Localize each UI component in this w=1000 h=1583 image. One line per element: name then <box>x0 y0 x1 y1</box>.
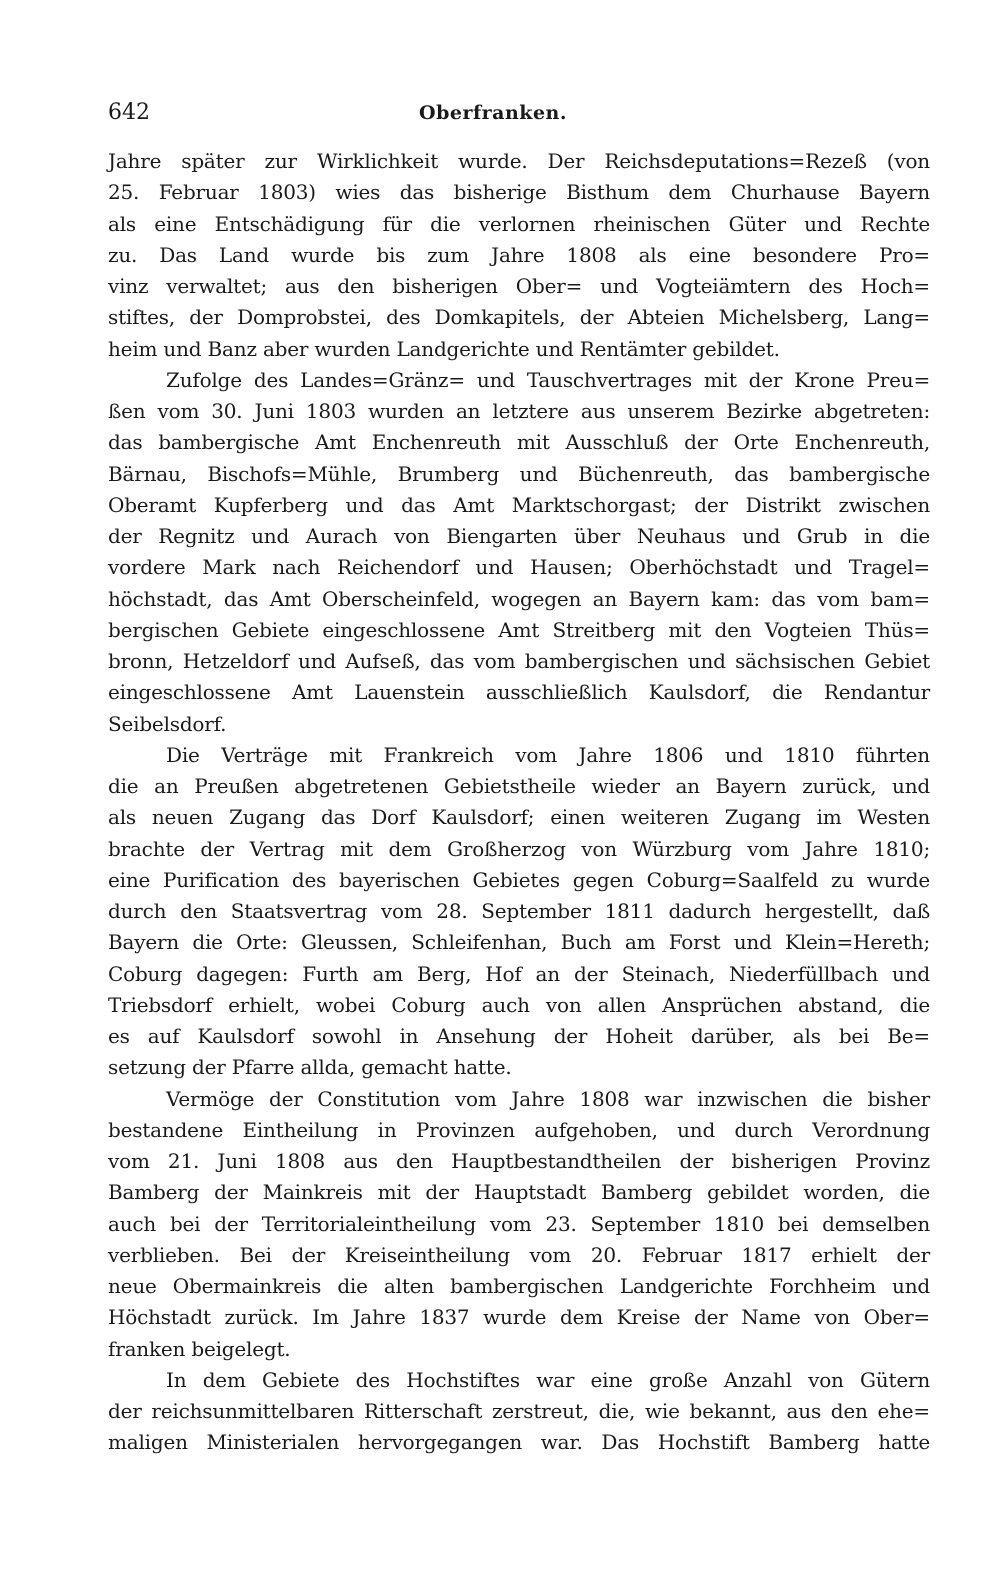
text-line: Oberamt Kupferberg und das Amt Marktschorgast; der Distrikt zwischen <box>108 492 930 517</box>
running-head <box>108 100 928 130</box>
text-line: bronn, Hetzeldorf und Aufseß, das vom bambergischen und sächsischen Gebiet <box>108 649 930 673</box>
text-line: durch den Staatsvertrag vom 28. September 1811 dadurch hergestellt, daß <box>108 899 930 923</box>
text-line: als eine Entschädigung für die verlornen rheinischen Güter und Rechte <box>108 211 930 236</box>
text-line: Jahre später zur Wirklichkeit wurde. Der Reichsdeputations=Rezeß (von <box>108 149 930 173</box>
text-line: vordere Mark nach Reichendorf und Hausen; Oberhöchstadt und Tragel= <box>108 555 930 580</box>
text-line: verblieben. Bei der Kreiseintheilung vom 20. Februar 1817 erhielt der <box>108 1242 930 1267</box>
text-line: neue Obermainkreis die alten bambergischen Landgerichte Forchheim und <box>108 1274 930 1298</box>
text-line: bergischen Gebiete eingeschlossene Amt Streitberg mit den Vogteien Thüs= <box>108 617 930 642</box>
text-line: Die Verträge mit Frankreich vom Jahre 1806 und 1810 führten <box>166 742 930 767</box>
page-number: 642 <box>108 100 150 125</box>
page-header-title: Oberfranken. <box>419 102 567 124</box>
text-line: das bambergische Amt Enchenreuth mit Ausschluß der Orte Enchenreuth, <box>108 430 930 455</box>
text-line: Zufolge des Landes=Gränz= und Tauschvertrages mit der Krone Preu= <box>166 367 930 392</box>
text-line: die an Preußen abgetretenen Gebietstheile wieder an Bayern zurück, und <box>108 774 930 798</box>
text-line: maligen Ministerialen hervorgegangen war. Das Hochstift Bamberg hatte <box>108 1430 930 1455</box>
text-line: der reichsunmittelbaren Ritterschaft zerstreut, die, wie bekannt, aus den ehe= <box>108 1399 930 1423</box>
text-line: der Regnitz und Aurach von Biengarten über Neuhaus und Grub in die <box>108 524 930 548</box>
text-line: Seibelsdorf. <box>108 711 227 736</box>
text-line: Vermöge der Constitution vom Jahre 1808 war inzwischen die bisher <box>166 1086 930 1111</box>
text-line: eine Purification des bayerischen Gebietes gegen Coburg=Saalfeld zu wurde <box>108 867 930 892</box>
text-line: heim und Banz aber wurden Landgerichte und Rentämter gebildet. <box>108 336 780 361</box>
text-line: In dem Gebiete des Hochstiftes war eine große Anzahl von Gütern <box>166 1367 930 1392</box>
text-line: ßen vom 30. Juni 1803 wurden an letztere aus unserem Bezirke abgetreten: <box>108 399 930 423</box>
text-line: stiftes, der Domprobstei, des Domkapitels, der Abteien Michelsberg, Lang= <box>108 305 930 330</box>
text-line: vom 21. Juni 1808 aus den Hauptbestandtheilen der bisherigen Provinz <box>108 1149 930 1173</box>
text-line: Bamberg der Mainkreis mit der Hauptstadt Bamberg gebildet worden, die <box>108 1180 930 1205</box>
body-text <box>108 146 930 1459</box>
text-line: auch bei der Territorialeintheilung vom 23. September 1810 bei demselben <box>108 1211 930 1236</box>
text-line: bestandene Eintheilung in Provinzen aufgehoben, und durch Verordnung <box>108 1117 930 1142</box>
text-line: zu. Das Land wurde bis zum Jahre 1808 als eine besondere Pro= <box>108 242 930 267</box>
text-line: Coburg dagegen: Furth am Berg, Hof an der Steinach, Niederfüllbach und <box>108 961 930 986</box>
text-line: setzung der Pfarre allda, gemacht hatte. <box>108 1055 512 1080</box>
text-line: 25. Februar 1803) wies das bisherige Bisthum dem Churhause Bayern <box>108 180 930 205</box>
text-line: es auf Kaulsdorf sowohl in Ansehung der Hoheit darüber, als bei Be= <box>108 1024 930 1048</box>
text-line: Triebsdorf erhielt, wobei Coburg auch von allen Ansprüchen abstand, die <box>108 992 930 1017</box>
text-line: als neuen Zugang das Dorf Kaulsdorf; einen weiteren Zugang im Westen <box>108 805 930 830</box>
text-line: eingeschlossene Amt Lauenstein ausschließlich Kaulsdorf, die Rendantur <box>108 680 930 705</box>
text-line: franken beigelegt. <box>108 1336 291 1361</box>
text-line: höchstadt, das Amt Oberscheinfeld, wogegen an Bayern kam: das vom bam= <box>108 586 930 611</box>
text-line: Höchstadt zurück. Im Jahre 1837 wurde dem Kreise der Name von Ober= <box>108 1305 930 1330</box>
text-line: Bayern die Orte: Gleussen, Schleifenhan, Buch am Forst und Klein=Hereth; <box>108 930 930 955</box>
text-line: Bärnau, Bischofs=Mühle, Brumberg und Büchenreuth, das bambergische <box>108 461 930 486</box>
text-line: brachte der Vertrag mit dem Großherzog von Würzburg vom Jahre 1810; <box>108 836 930 861</box>
text-line: vinz verwaltet; aus den bisherigen Ober= und Vogteiämtern des Hoch= <box>108 274 930 298</box>
